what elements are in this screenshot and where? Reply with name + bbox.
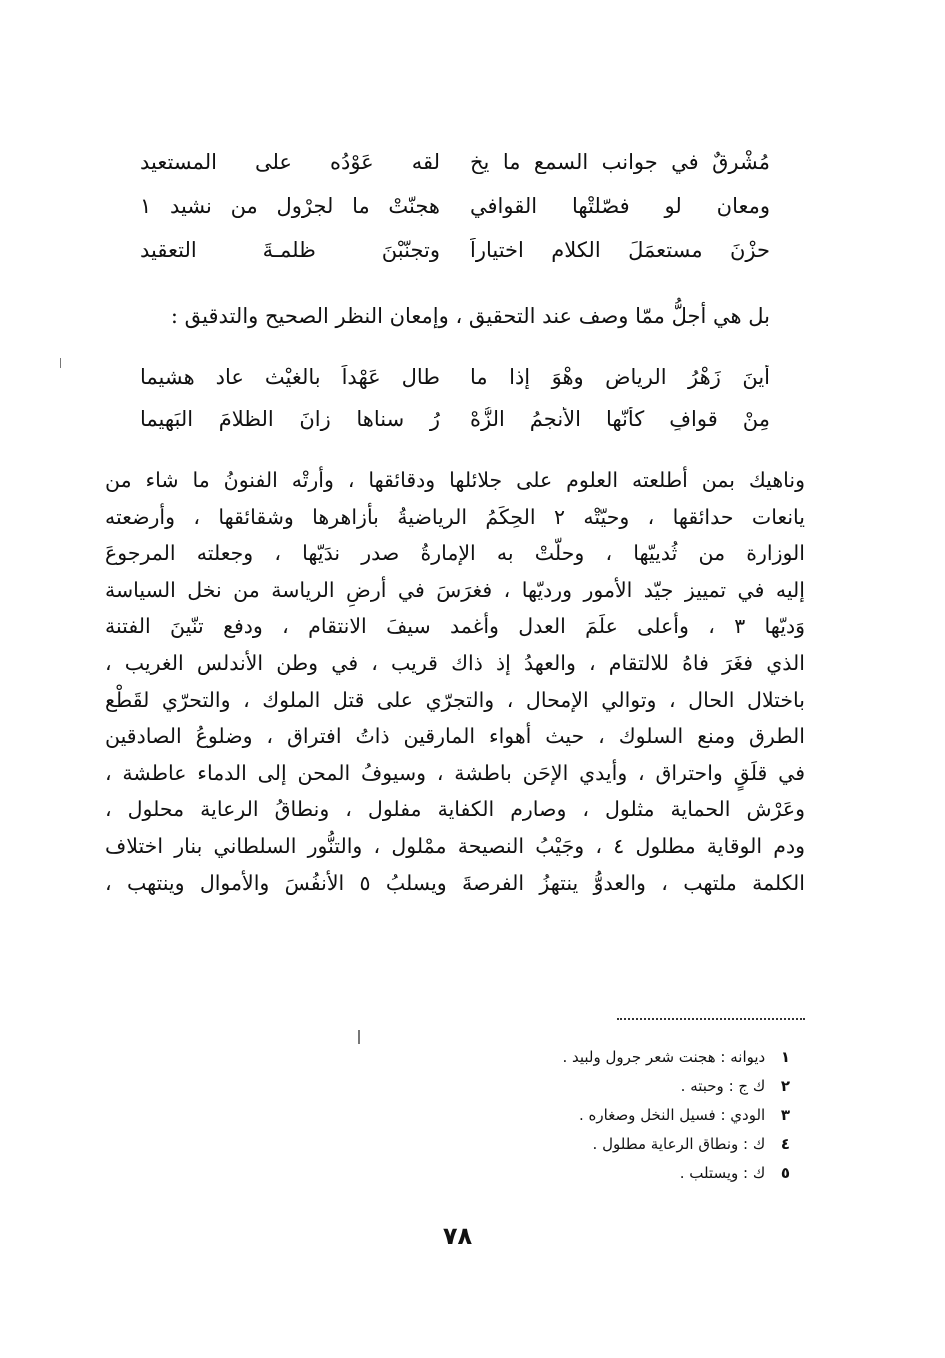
prose-line: ودم الوقاية مطلول ٤ ، وجَيْبُ النصيحة ممْلول ، والتنُّور السلطاني بنار اختلاف bbox=[105, 833, 805, 858]
verse-second-hemistich: هجنّتْ ما لجرْول من نشيد ١ bbox=[140, 194, 440, 218]
prose-line: وَديّها ٣ ، وأعلى علَمَ العدل وأغمد سيفَ الانتقام ، ودفع تنّينَ الفتنة bbox=[105, 614, 805, 639]
footnotes bbox=[430, 1043, 790, 1188]
footnote-text: ك ج : وحبته . bbox=[680, 1077, 766, 1095]
page-number: ٧٨ bbox=[442, 1222, 473, 1250]
footnote-text: الودي : فسيل النخل وصغاره . bbox=[579, 1106, 766, 1124]
verse-first-hemistich: ومعانٍ لو فصّلتْها القوافي bbox=[470, 194, 770, 218]
prose-line: الوزارة من ثُدييّها ، وحلّتْ به الإمارةُ صدر ندَيّها ، وجعلته المرجوعَ bbox=[105, 541, 805, 566]
footnote bbox=[430, 1159, 790, 1188]
footnote-text: ك : ويستلب . bbox=[679, 1164, 766, 1182]
prose-line: يانعات حدائقها ، وحيّتْه ٢ الحِكَمُ الرياضيةُ بأزاهرها وشقائقها ، وأرضعته bbox=[105, 504, 805, 529]
footnote bbox=[430, 1101, 790, 1130]
verse-first-hemistich: مُشْرِقٌ في جوانب السمع ما يخ bbox=[470, 150, 770, 174]
footnote-number: ٣ bbox=[780, 1106, 790, 1124]
footnote-number: ٥ bbox=[780, 1164, 790, 1182]
prose-line: في قلَقٍ واحتراق ، وأيدي الإحَن باطشة ، وسيوفُ المحن إلى الدماء عاطشة ، bbox=[105, 760, 805, 785]
verse-line bbox=[140, 184, 770, 228]
verse-first-hemistich: أينَ زَهْرُ الرياض وهْوَ إذا ما bbox=[470, 365, 770, 389]
scan-speck bbox=[358, 1030, 360, 1044]
footnote bbox=[430, 1072, 790, 1101]
verse-second-hemistich: لقه عَوْدُه على المستعيد bbox=[140, 150, 440, 174]
prose-line: الطرق ومنع السلوك ، حيث أهواء المارقين ذاتُ افتراق ، وضلوعُ الصادقين bbox=[105, 724, 805, 749]
verse-line bbox=[140, 228, 770, 272]
verse-second-hemistich: وتجنّبْنَ ظلمـةَ التعقيد bbox=[140, 238, 440, 262]
verse-second-hemistich: رُ سناها زانَ الظلامَ البَهيما bbox=[140, 407, 440, 431]
prose-line: وناهيك بمن أطلعته العلوم على جلائلها ودقائقها ، وأرتْه الفنونُ ما شاء من bbox=[105, 468, 805, 492]
verse-line bbox=[140, 356, 770, 398]
scan-speck bbox=[60, 358, 61, 368]
verse-line bbox=[140, 398, 770, 440]
prose-line: الذي فغَرَ فاهُ للالتقام ، والعهدُ إذ ذاك قريب ، في وطن الأندلس الغريب ، bbox=[105, 650, 805, 675]
footnote-number: ٢ bbox=[780, 1077, 790, 1095]
footnote-number: ٤ bbox=[780, 1135, 790, 1153]
prose-line: الكلمة ملتهب ، والعدوُّ ينتهزُ الفرصةَ ويسلبُ ٥ الأنفُسَ والأموال وينتهب ، bbox=[105, 870, 805, 895]
prose-line: إليه في تمييز جيّد الأمور ورديّها ، فغرَسَ في أرضِ الرياسة من نخل السياسة bbox=[105, 577, 805, 602]
verse-second-hemistich: طال عَهْداً بالغيْث عاد هشيما bbox=[140, 365, 440, 389]
footnote bbox=[430, 1130, 790, 1159]
prose-line: باختلال الحال ، وتوالي الإمحال ، والتجرّي على قتل الملوك ، والتحرّي لقَطْع bbox=[105, 687, 805, 712]
prose-line: وعَرْش الحماية مثلول ، وصارم الكفاية مفلول ، ونطاقُ الرعاية محلول ، bbox=[105, 797, 805, 822]
verse-line bbox=[140, 140, 770, 184]
footnote-separator bbox=[617, 1018, 805, 1020]
verse-first-hemistich: حزْنَ مستعمَلَ الكلام اختياراً bbox=[470, 238, 770, 262]
prose-paragraph bbox=[105, 462, 805, 901]
footnote-text: ك : ونطاق الرعاية مطلول . bbox=[592, 1135, 766, 1153]
poem-block-top bbox=[140, 140, 770, 272]
intro-line: بل هي أجلُّ ممّا وصف عند التحقيق ، وإمعان النظر الصحيح والتدقيق : bbox=[170, 304, 770, 328]
footnote-text: ديوانه : هجنت شعر جرول ولبيد . bbox=[562, 1048, 766, 1066]
poem-block-middle bbox=[140, 356, 770, 440]
footnote bbox=[430, 1043, 790, 1072]
verse-first-hemistich: مِنْ قوافٍ كأنّها الأنجمُ الزُّهْ bbox=[470, 407, 770, 431]
footnote-number: ١ bbox=[780, 1048, 790, 1066]
